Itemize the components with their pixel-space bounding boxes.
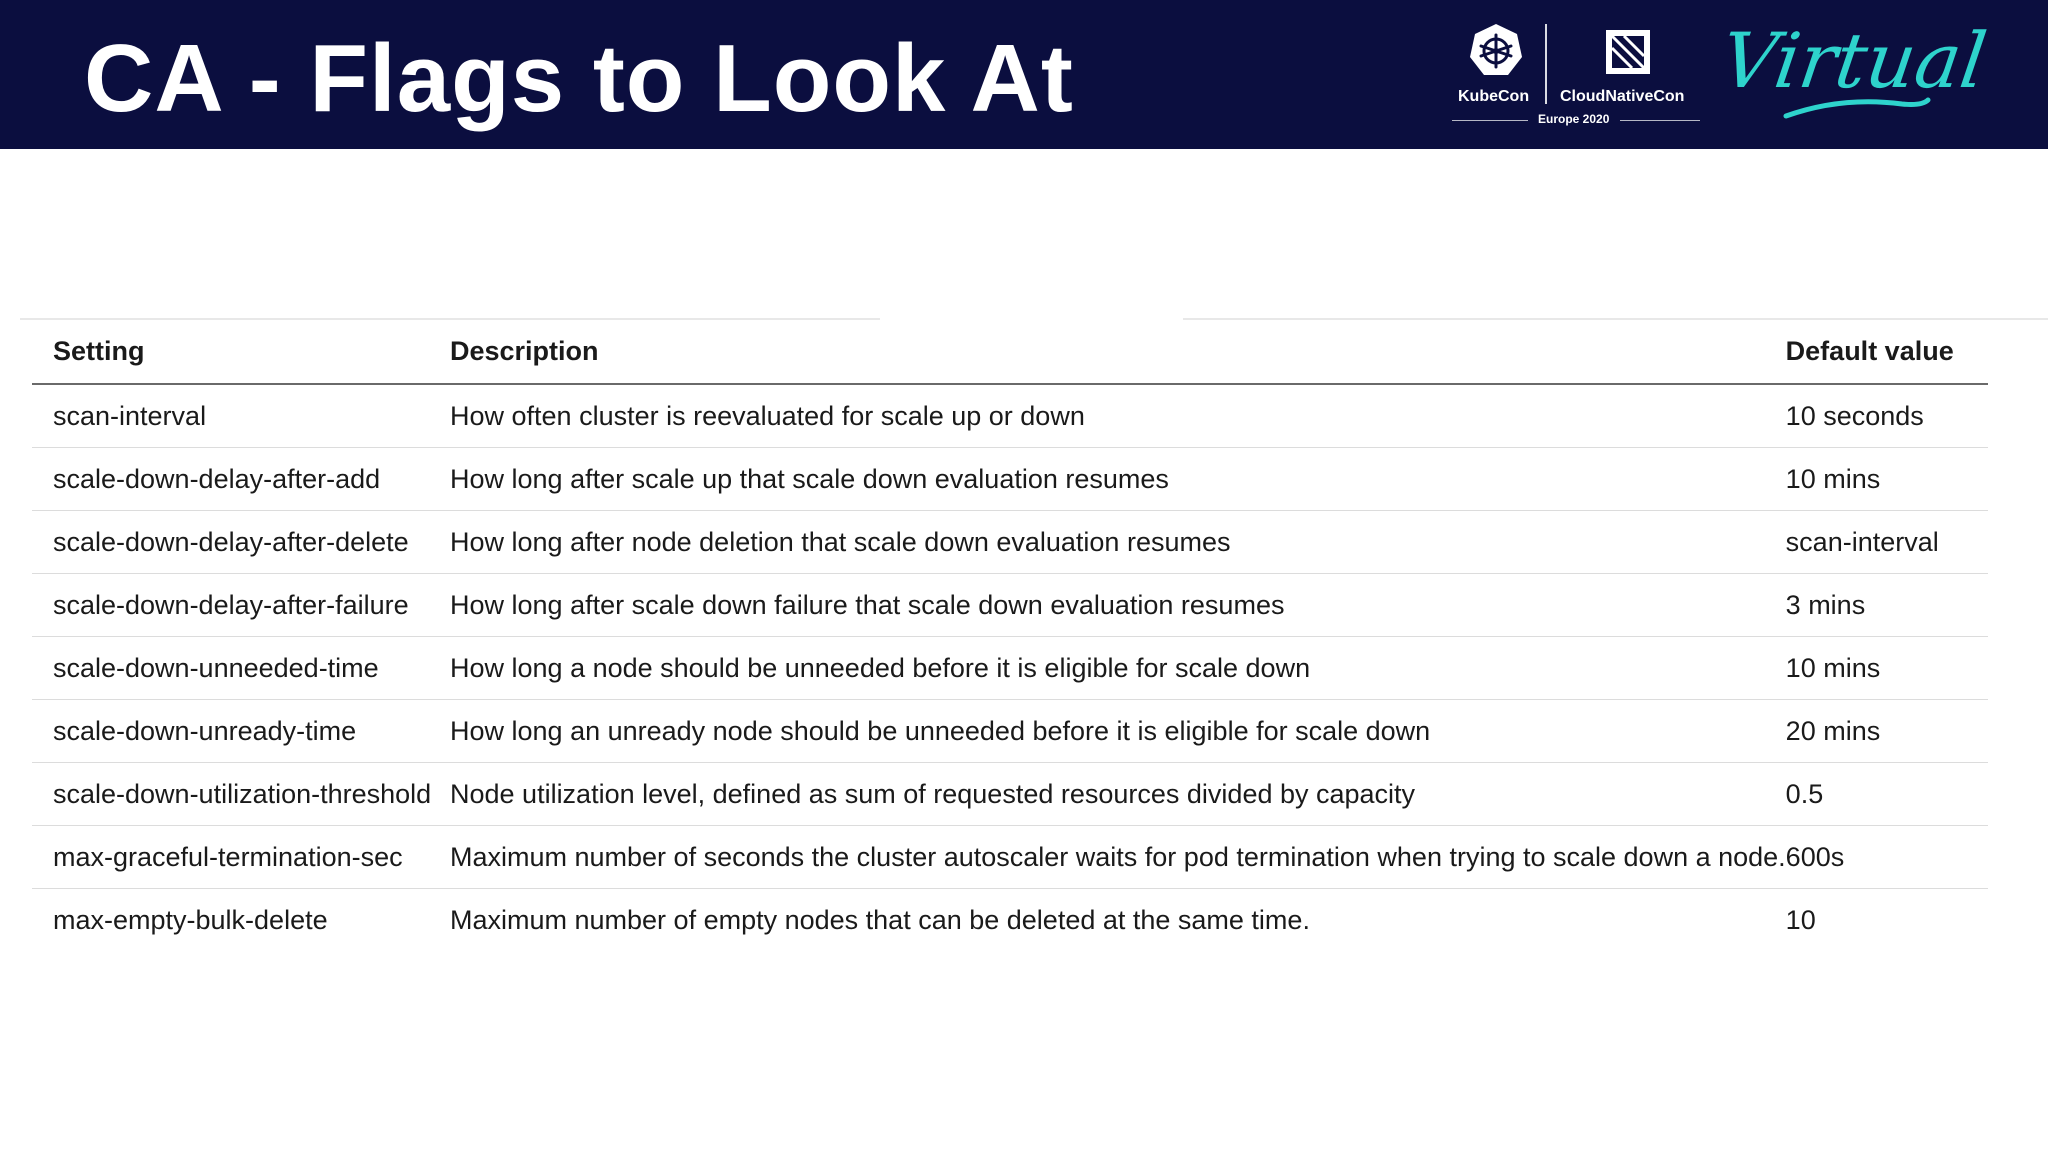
default-value-cell: 10 seconds — [1786, 384, 1988, 448]
setting-cell: max-empty-bulk-delete — [53, 904, 328, 935]
cncf-icon — [1604, 28, 1652, 76]
description-cell: Maximum number of seconds the cluster autoscaler waits for pod termination when trying to scale down a node. — [450, 826, 1786, 889]
table-row — [32, 763, 1988, 826]
table-row — [32, 637, 1988, 700]
description-cell: Node utilization level, defined as sum of requested resources divided by capacity — [450, 763, 1786, 826]
table-row — [32, 700, 1988, 763]
flags-table — [32, 320, 1988, 951]
logo-divider — [1545, 24, 1547, 104]
setting-cell: scan-interval — [32, 384, 450, 448]
table-row — [32, 384, 1988, 448]
slide-title: CA - Flags to Look At — [84, 25, 1074, 132]
virtual-wordmark — [1715, 12, 1992, 130]
default-value-cell: 10 mins — [1786, 637, 1988, 700]
description-cell: How long after scale up that scale down evaluation resumes — [450, 448, 1786, 511]
cloudnativecon-label: CloudNativeCon — [1560, 88, 1685, 105]
table-row — [32, 448, 1988, 511]
table-row — [32, 889, 1988, 952]
default-value-cell: 10 — [1785, 904, 1816, 935]
swash-underline-icon — [1782, 94, 1932, 124]
default-value-cell: 3 mins — [1786, 574, 1988, 637]
description-cell: How long a node should be unneeded before it is eligible for scale down — [450, 637, 1786, 700]
event-label: Europe 2020 — [1538, 112, 1610, 126]
setting-cell: scale-down-delay-after-add — [32, 448, 450, 511]
description-cell: How long after node deletion that scale down evaluation resumes — [450, 511, 1786, 574]
slide-header — [0, 0, 2048, 149]
default-value-cell: 20 mins — [1786, 700, 1988, 763]
setting-cell: scale-down-unneeded-time — [32, 637, 450, 700]
event-rule-right — [1620, 120, 1700, 121]
description-cell: How long after scale down failure that scale down evaluation resumes — [450, 574, 1786, 637]
default-value-cell: scan-interval — [1786, 511, 1988, 574]
setting-cell: scale-down-delay-after-failure — [32, 574, 450, 637]
description-cell: How long an unready node should be unneeded before it is eligible for scale down — [450, 700, 1786, 763]
kubecon-logo — [1448, 18, 1548, 133]
column-header-default-value: Default value — [1786, 320, 1988, 384]
column-header-setting: Setting — [32, 320, 450, 384]
event-rule-left — [1452, 120, 1528, 121]
description-cell: How often cluster is reevaluated for scale up or down — [450, 384, 1786, 448]
kubernetes-helm-icon — [1468, 22, 1524, 78]
table-header-row — [32, 320, 1988, 384]
column-header-description: Description — [450, 320, 1786, 384]
default-value-cell: 10 mins — [1786, 448, 1988, 511]
table-row — [32, 826, 1988, 889]
setting-cell: max-graceful-termination-sec — [32, 826, 450, 889]
setting-cell: scale-down-delay-after-delete — [32, 511, 450, 574]
kubecon-label: KubeCon — [1458, 88, 1530, 105]
default-value-cell: 0.5 — [1786, 763, 1988, 826]
setting-cell: scale-down-unready-time — [32, 700, 450, 763]
description-cell: Maximum number of empty nodes that can be deleted at the same time. — [450, 904, 1310, 935]
virtual-label: Virtual — [1715, 16, 1992, 105]
table-row — [32, 574, 1988, 637]
default-value-cell: 600s — [1786, 826, 1988, 889]
setting-cell: scale-down-utilization-threshold — [32, 763, 450, 826]
table-row — [32, 511, 1988, 574]
